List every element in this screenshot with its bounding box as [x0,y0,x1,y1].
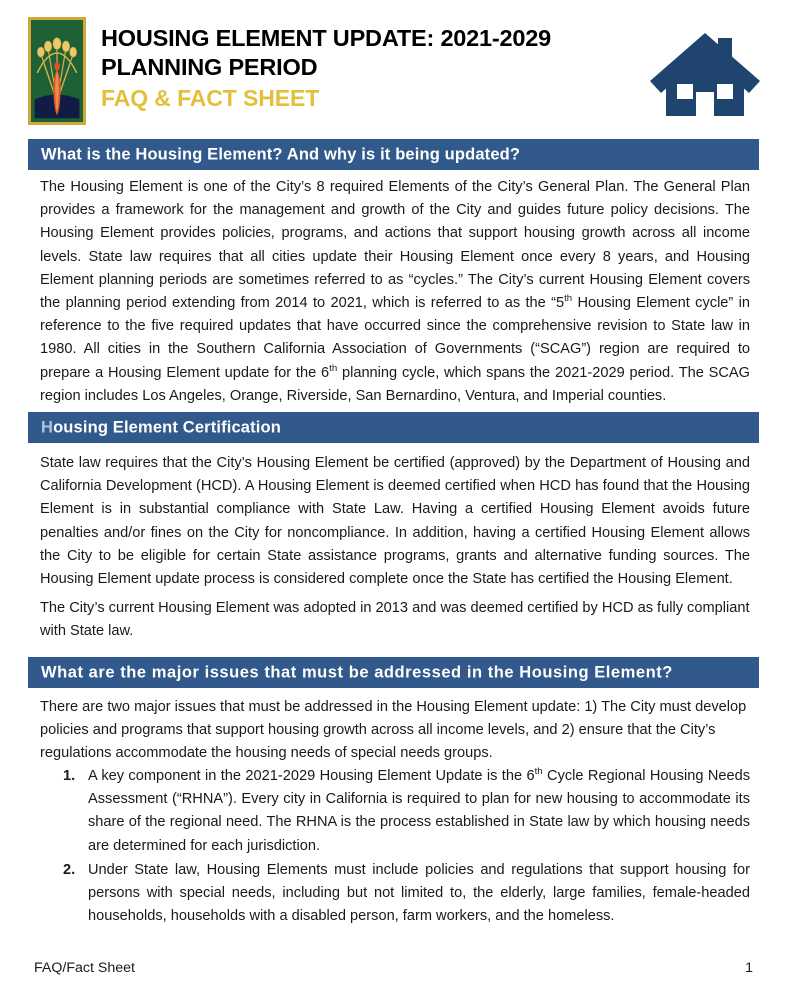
page-number: 1 [745,960,753,976]
document-footer [0,960,787,982]
section-heading-bar-2 [28,412,759,443]
city-peacock-logo [28,17,86,125]
list-item-1-text-before: A key component in the 2021-2029 Housing Element Update is the 6 [88,768,535,784]
s1-text-b: Housing Element cycle” in reference to the five required updates that have occurred since the comprehensive revision to State law in 1980. All cities in the Southern California Association of Governments (“SCAG”) region are required to prepare a Housing Element update for the 6 [40,295,750,381]
section-1-paragraph-1 [40,176,750,408]
section-heading-text-3: What are the major issues that must be addressed in the Housing Element? [41,663,673,681]
page-subtitle: FAQ & FACT SHEET [101,85,320,111]
section-heading-bar-3 [28,657,759,688]
section-2-paragraph-2: The City’s current Housing Element was adopted in 2013 and was deemed certified by HCD as fully compliant with State law. [40,600,750,640]
section-2-dropcap: H [41,418,54,436]
section-2-heading-rest: ousing Element Certification [53,418,281,436]
section-2-paragraph-1: State law requires that the City’s Housing Element be certified (approved) by the Department of Housing and California Development (HCD). A Housing Element is deemed certified when HCD has found that the Housing Element is in substantial compliance with State Law. Having a certified Housing Element avoids future penalties and/or fines on the City for noncompliance. In addition, having a certified Housing Element allows the City to be eligible for certain State assistance programs, grants and alternative funding sources. The Housing Element update process is considered complete once the State has certified the Housing Element. [40,455,750,588]
s1-sup-5th: th [564,293,573,305]
document-header [0,0,787,130]
list-item [40,765,750,858]
page-title-line-2: PLANNING PERIOD [101,54,318,80]
section-heading-text-1: What is the Housing Element? And why is it being updated? [41,145,521,163]
list-item-1-sup: th [534,766,543,778]
section-heading-text-2 [41,418,281,437]
section-3-paragraph-1: There are two major issues that must be addressed in the Housing Element update: 1) The City must develop policies and programs that support housing growth across all income levels, and 2) ensure that the City’s regulations accommodate the housing needs of special needs groups. [40,699,747,762]
list-item-1-text-after: Cycle Regional Housing Needs Assessment (“RHNA”). Every city in California is required to plan for new housing to accommodate its share of the regional need. The RHNA is the process established in State law by which housing needs are determined for each jurisdiction. [88,768,751,854]
list-item [40,859,750,929]
list-item-number-1: 1. [63,768,76,784]
s1-text-c: planning cycle, which spans the 2021-2029 period. The SCAG region includes Los Angeles, Orange, Riverside, San Bernardino, Ventura, and Imperial counties. [40,364,750,404]
section-3-numbered-list [40,765,750,929]
list-item-number-2: 2. [63,861,76,878]
section-heading-bar-1 [28,139,759,170]
house-icon [646,24,764,124]
list-item-2-text: Under State law, Housing Elements must include policies and regulations that support housing for persons with special needs, including but not limited to, the elderly, large families, female-headed households, households with a disabled person, farm workers, and the homeless. [88,861,750,925]
s1-text-a: The Housing Element is one of the City’s 8 required Elements of the City’s General Plan. The General Plan provides a framework for the management and growth of the City and guides future policy decisions. The Housing Element provides policies, programs, and actions that support housing growth across all income levels. State law requires that all cities update their Housing Element once every 8 years, and Housing Element planning periods are sometimes referred to as “cycles.” The City’s current Housing Element covers the planning period extending from 2014 to 2021, which is referred to as the “5 [40,179,750,312]
footer-label: FAQ/Fact Sheet [34,960,135,976]
header-title-block [101,24,631,113]
s1-sup-6th: th [329,362,338,374]
page-title-line-1: HOUSING ELEMENT UPDATE: 2021-2029 [101,25,552,51]
